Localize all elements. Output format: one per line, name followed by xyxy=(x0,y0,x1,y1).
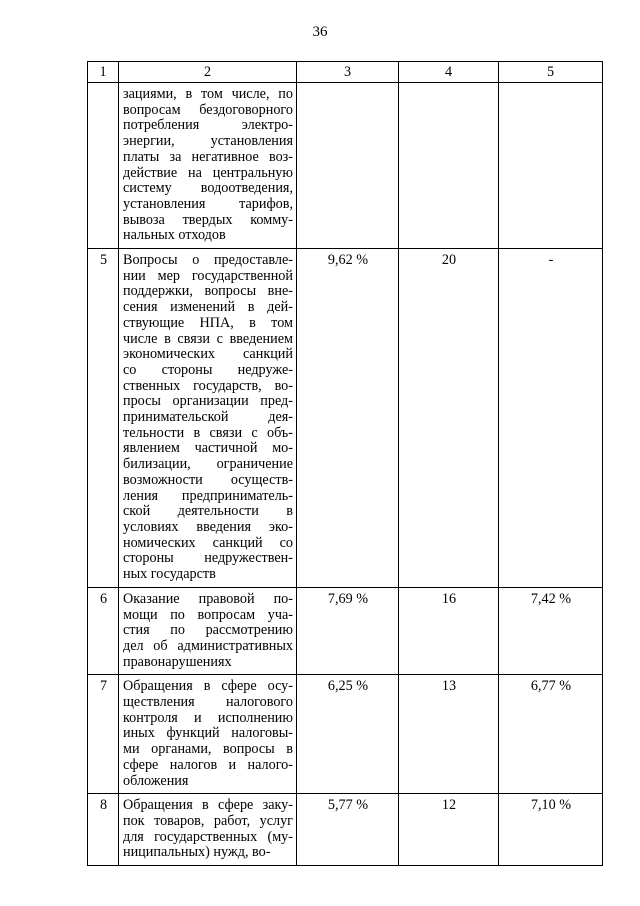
description-line: для государственных (му- xyxy=(123,828,293,845)
description-line: ми органами, вопросы в xyxy=(123,741,293,758)
description-line: систему водоотведения, xyxy=(123,180,293,197)
row-value-c4: 13 xyxy=(399,675,499,794)
table-row xyxy=(88,794,603,866)
description-line: иных функций налоговы- xyxy=(123,725,293,742)
description-line: энергии, установления xyxy=(123,133,293,150)
description-line: стия по рассмотрению xyxy=(123,622,293,639)
table-header-row xyxy=(88,62,603,83)
document-table xyxy=(87,61,603,866)
description-line: ственных государств, во- xyxy=(123,377,293,394)
description-line: Вопросы о предоставле- xyxy=(123,252,293,269)
row-value-c3: 7,69 % xyxy=(297,587,399,675)
row-number: 5 xyxy=(88,249,119,588)
description-line: возможности осуществ- xyxy=(123,471,293,488)
row-value-c5 xyxy=(499,83,603,249)
table-row xyxy=(88,675,603,794)
table-row xyxy=(88,83,603,249)
description-line: дел об административных xyxy=(123,637,293,654)
description-line: принимательской дея- xyxy=(123,409,293,426)
row-value-c4: 16 xyxy=(399,587,499,675)
description-line: билизации, ограничение xyxy=(123,456,293,473)
description-line: экономических санкций xyxy=(123,346,293,363)
description-line: вопросам бездоговорного xyxy=(123,101,293,118)
row-number: 6 xyxy=(88,587,119,675)
description-line: Оказание правовой по- xyxy=(123,590,293,607)
description-line: ществления налогового xyxy=(123,694,293,711)
description-line: поддержки, вопросы вне- xyxy=(123,283,293,300)
description-line: просы организации пред- xyxy=(123,393,293,410)
row-description xyxy=(119,249,297,588)
row-value-c3: 9,62 % xyxy=(297,249,399,588)
column-header: 1 xyxy=(88,62,119,83)
description-line: числе в связи с введением xyxy=(123,330,293,347)
row-number: 8 xyxy=(88,794,119,866)
row-description xyxy=(119,83,297,249)
description-line: потребления электро- xyxy=(123,117,293,134)
description-line: пок товаров, работ, услуг xyxy=(123,812,293,829)
description-line: ления предприниматель- xyxy=(123,487,293,504)
description-line: Обращения в сфере осу- xyxy=(123,678,293,695)
description-line: номических санкций со xyxy=(123,534,293,551)
column-header: 5 xyxy=(499,62,603,83)
description-line: нальных отходов xyxy=(123,227,226,244)
column-header: 2 xyxy=(119,62,297,83)
row-description xyxy=(119,794,297,866)
row-number: 7 xyxy=(88,675,119,794)
description-line: тельности в связи с объ- xyxy=(123,424,293,441)
description-line: со стороны недруже- xyxy=(123,361,293,378)
description-line: мощи по вопросам уча- xyxy=(123,606,293,623)
description-line: стороны недружествен- xyxy=(123,550,293,567)
row-value-c5: 7,10 % xyxy=(499,794,603,866)
description-line: нии мер государственной xyxy=(123,267,293,284)
table-row xyxy=(88,249,603,588)
description-line: ных государств xyxy=(123,566,216,583)
description-line: обложения xyxy=(123,772,189,789)
row-number xyxy=(88,83,119,249)
description-line: ниципальных) нужд, во- xyxy=(123,844,271,861)
row-value-c3: 5,77 % xyxy=(297,794,399,866)
description-line: платы за негативное воз- xyxy=(123,148,293,165)
column-header: 3 xyxy=(297,62,399,83)
description-line: зациями, в том числе, по xyxy=(123,86,293,102)
description-line: действие на центральную xyxy=(123,164,293,181)
table-row xyxy=(88,587,603,675)
row-value-c5: 6,77 % xyxy=(499,675,603,794)
description-line: установления тарифов, xyxy=(123,195,293,212)
row-description xyxy=(119,587,297,675)
description-line: явлением частичной мо- xyxy=(123,440,293,457)
description-line: ской деятельности в xyxy=(123,503,293,520)
row-value-c5: 7,42 % xyxy=(499,587,603,675)
row-value-c3 xyxy=(297,83,399,249)
description-line: правонарушениях xyxy=(123,653,232,670)
row-value-c3: 6,25 % xyxy=(297,675,399,794)
row-value-c4 xyxy=(399,83,499,249)
description-line: контроля и исполнению xyxy=(123,709,293,726)
page-number: 36 xyxy=(312,24,328,40)
row-value-c4: 12 xyxy=(399,794,499,866)
description-line: условиях введения эко- xyxy=(123,518,293,535)
column-header: 4 xyxy=(399,62,499,83)
row-description xyxy=(119,675,297,794)
description-line: сения изменений в дей- xyxy=(123,299,293,316)
row-value-c4: 20 xyxy=(399,249,499,588)
description-line: Обращения в сфере заку- xyxy=(123,797,293,814)
description-line: ствующие НПА, в том xyxy=(123,314,293,331)
row-value-c5: - xyxy=(499,249,603,588)
description-line: сфере налогов и налого- xyxy=(123,756,293,773)
description-line: вывоза твердых комму- xyxy=(123,211,293,228)
